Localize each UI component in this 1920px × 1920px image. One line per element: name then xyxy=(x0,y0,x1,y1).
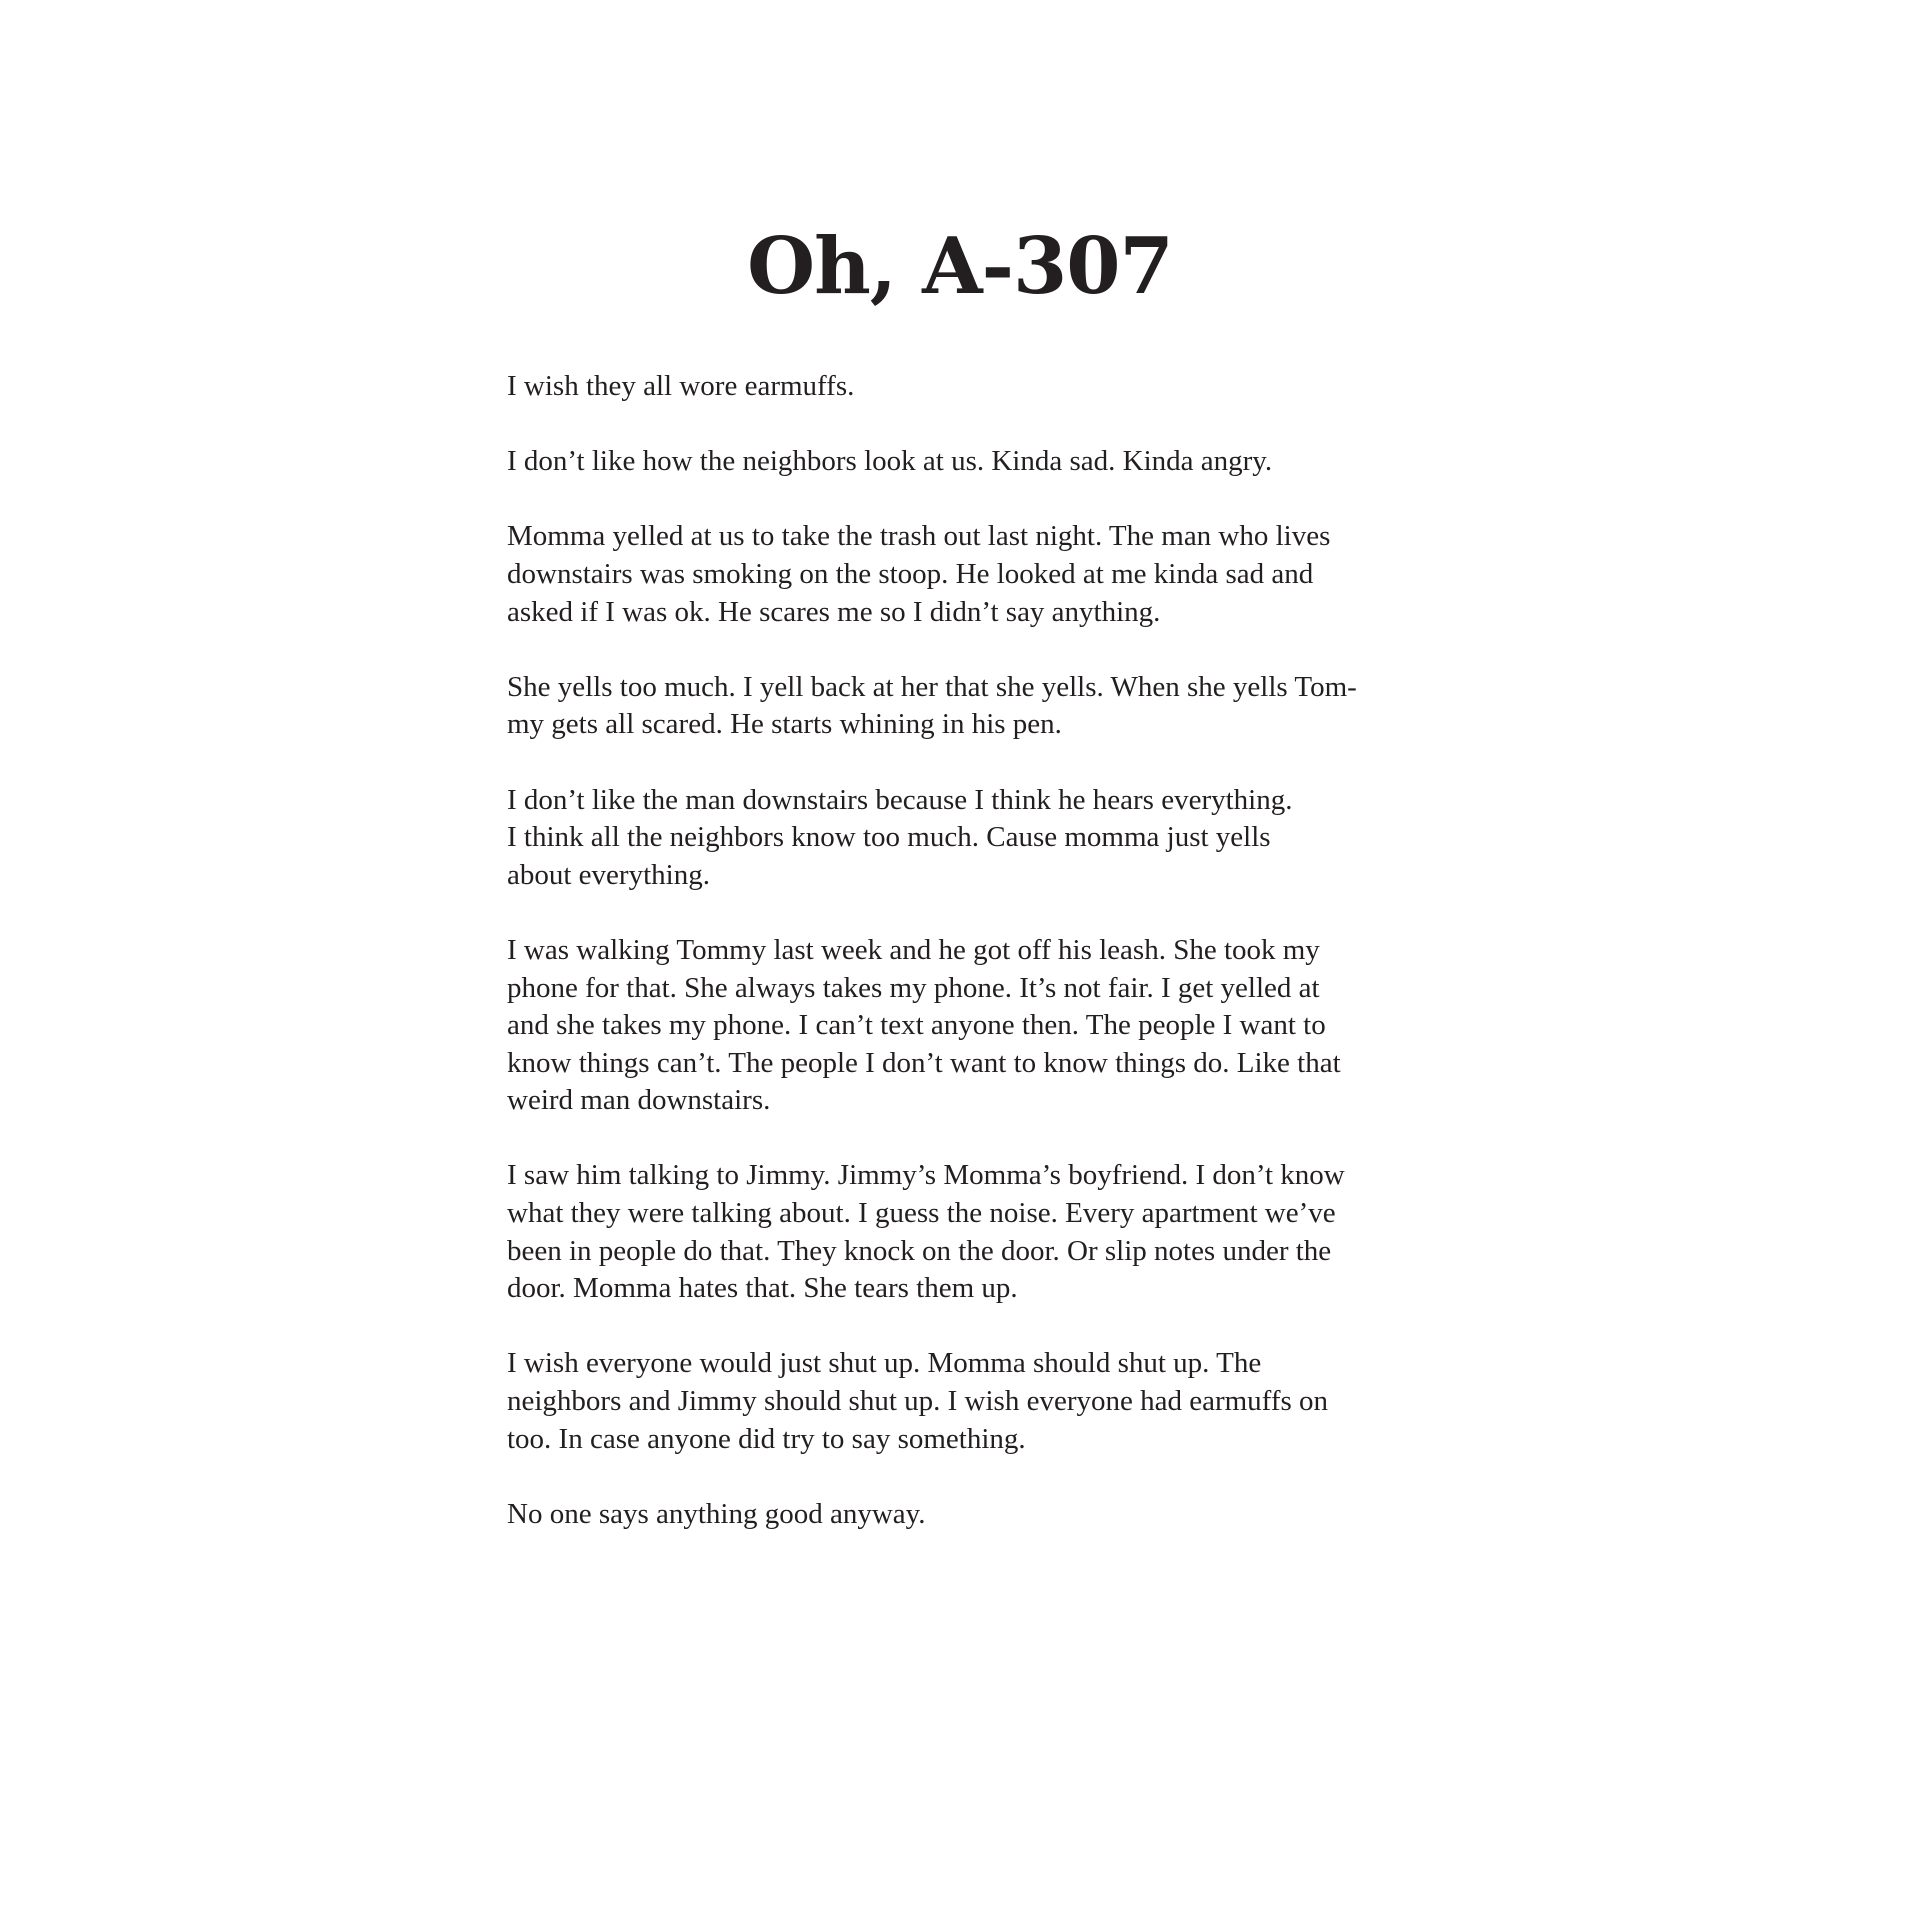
text-line: I wish they all wore earmuffs. xyxy=(507,370,855,402)
text-line: I don’t like the man downstairs because I think he hears everything. xyxy=(507,783,1293,816)
text-line: door. Momma hates that. She tears them up. xyxy=(507,1272,1018,1305)
text-line: No one says anything good anyway. xyxy=(507,1497,926,1530)
text-line: I saw him talking to Jimmy. Jimmy’s Momma’s boyfriend. I don’t know xyxy=(507,1159,1345,1192)
text-line: She yells too much. I yell back at her that she yells. When she yells Tom- xyxy=(507,670,1357,703)
text-line: and she takes my phone. I can’t text anyone then. The people I want to xyxy=(507,1009,1326,1042)
text-line: know things can’t. The people I don’t want to know things do. Like that xyxy=(507,1046,1341,1079)
text-line: asked if I was ok. He scares me so I didn’t say anything. xyxy=(507,595,1161,628)
paragraph-7 xyxy=(507,1157,1427,1307)
paragraph-4 xyxy=(507,669,1427,744)
text-line: Momma yelled at us to take the trash out last night. The man who lives xyxy=(507,520,1331,553)
text-line: phone for that. She always takes my phone. It’s not fair. I get yelled at xyxy=(507,971,1320,1004)
paragraph-6 xyxy=(507,932,1427,1120)
page-title: Oh, A-307 xyxy=(747,221,1173,312)
text-line: weird man downstairs. xyxy=(507,1084,771,1117)
text-line: downstairs was smoking on the stoop. He looked at me kinda sad and xyxy=(507,557,1314,590)
text-line: too. In case anyone did try to say something. xyxy=(507,1422,1026,1455)
paragraph-1 xyxy=(507,368,1427,406)
text-line: neighbors and Jimmy should shut up. I wish everyone had earmuffs on xyxy=(507,1385,1329,1418)
text-line: I don’t like how the neighbors look at us. Kinda sad. Kinda angry. xyxy=(507,445,1273,478)
paragraph-8 xyxy=(507,1345,1427,1458)
text-line: I wish everyone would just shut up. Momma should shut up. The xyxy=(507,1347,1262,1380)
paragraph-5 xyxy=(507,782,1427,895)
text-line: I was walking Tommy last week and he got off his leash. She took my xyxy=(507,933,1320,966)
paragraph-3 xyxy=(507,518,1427,631)
text-line: about everything. xyxy=(507,858,710,891)
text-line: been in people do that. They knock on the door. Or slip notes under the xyxy=(507,1234,1332,1267)
body-text xyxy=(507,368,1427,1571)
paragraph-2 xyxy=(507,443,1427,481)
paragraph-9 xyxy=(507,1496,1427,1534)
text-line: my gets all scared. He starts whining in his pen. xyxy=(507,708,1062,741)
text-line: what they were talking about. I guess the noise. Every apartment we’ve xyxy=(507,1197,1336,1230)
text-line: I think all the neighbors know too much. Cause momma just yells xyxy=(507,821,1271,854)
